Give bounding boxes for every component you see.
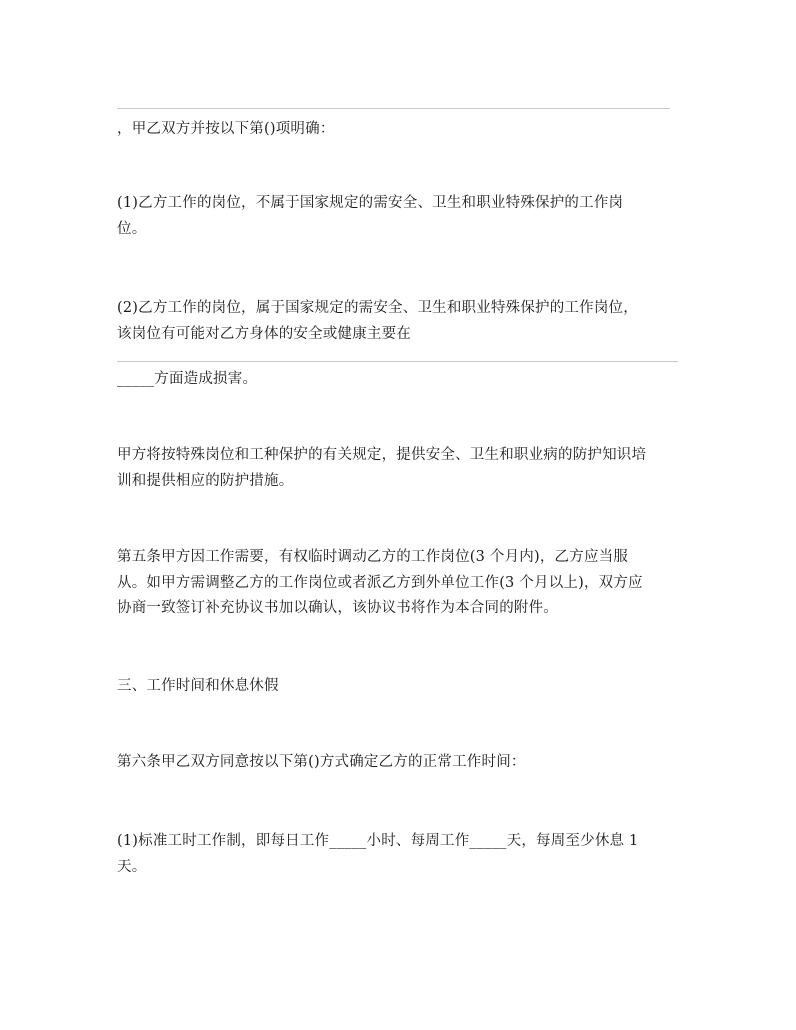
paragraph-position-clause-intro: ，甲乙双方并按以下第()项明确： <box>117 121 335 137</box>
paragraph-article-6: 第六条甲乙双方同意按以下第()方式确定乙方的正常工作时间： <box>117 754 526 770</box>
paragraph-option-1: (1)乙方工作的岗位，不属于国家规定的需安全、卫生和职业特殊保护的工作岗 位。 <box>117 195 624 237</box>
paragraph-protection-measures: 甲方将按特殊岗位和工种保护的有关规定，提供安全、卫生和职业病的防护知识培 训和提供相应的防护措施。 <box>117 447 647 489</box>
paragraph-option-2: (2)乙方工作的岗位，属于国家规定的需安全、卫生和职业特殊保护的工作岗位， 该岗位有可能对乙方身体的安全或健康主要在 <box>117 300 638 342</box>
paragraph-standard-hours: (1)标准工时工作制，即每日工作_____小时、每周工作_____天，每周至少休息 1 天。 <box>117 833 639 875</box>
fill-in-blank-line <box>117 108 670 109</box>
section-heading-work-time: 三、工作时间和休息休假 <box>117 678 279 694</box>
fill-in-blank-line <box>117 361 678 362</box>
paragraph-article-5: 第五条甲方因工作需要，有权临时调动乙方的工作岗位(3 个月内)，乙方应当服 从。如甲方需调整乙方的工作岗位或者派乙方到外单位工作(3 个月以上)，双方应 协商一致签订补充协议书加以确认，该协议书将作为本合同的附件。 <box>117 549 643 616</box>
paragraph-option-2-continued: _____方面造成损害。 <box>117 371 258 387</box>
